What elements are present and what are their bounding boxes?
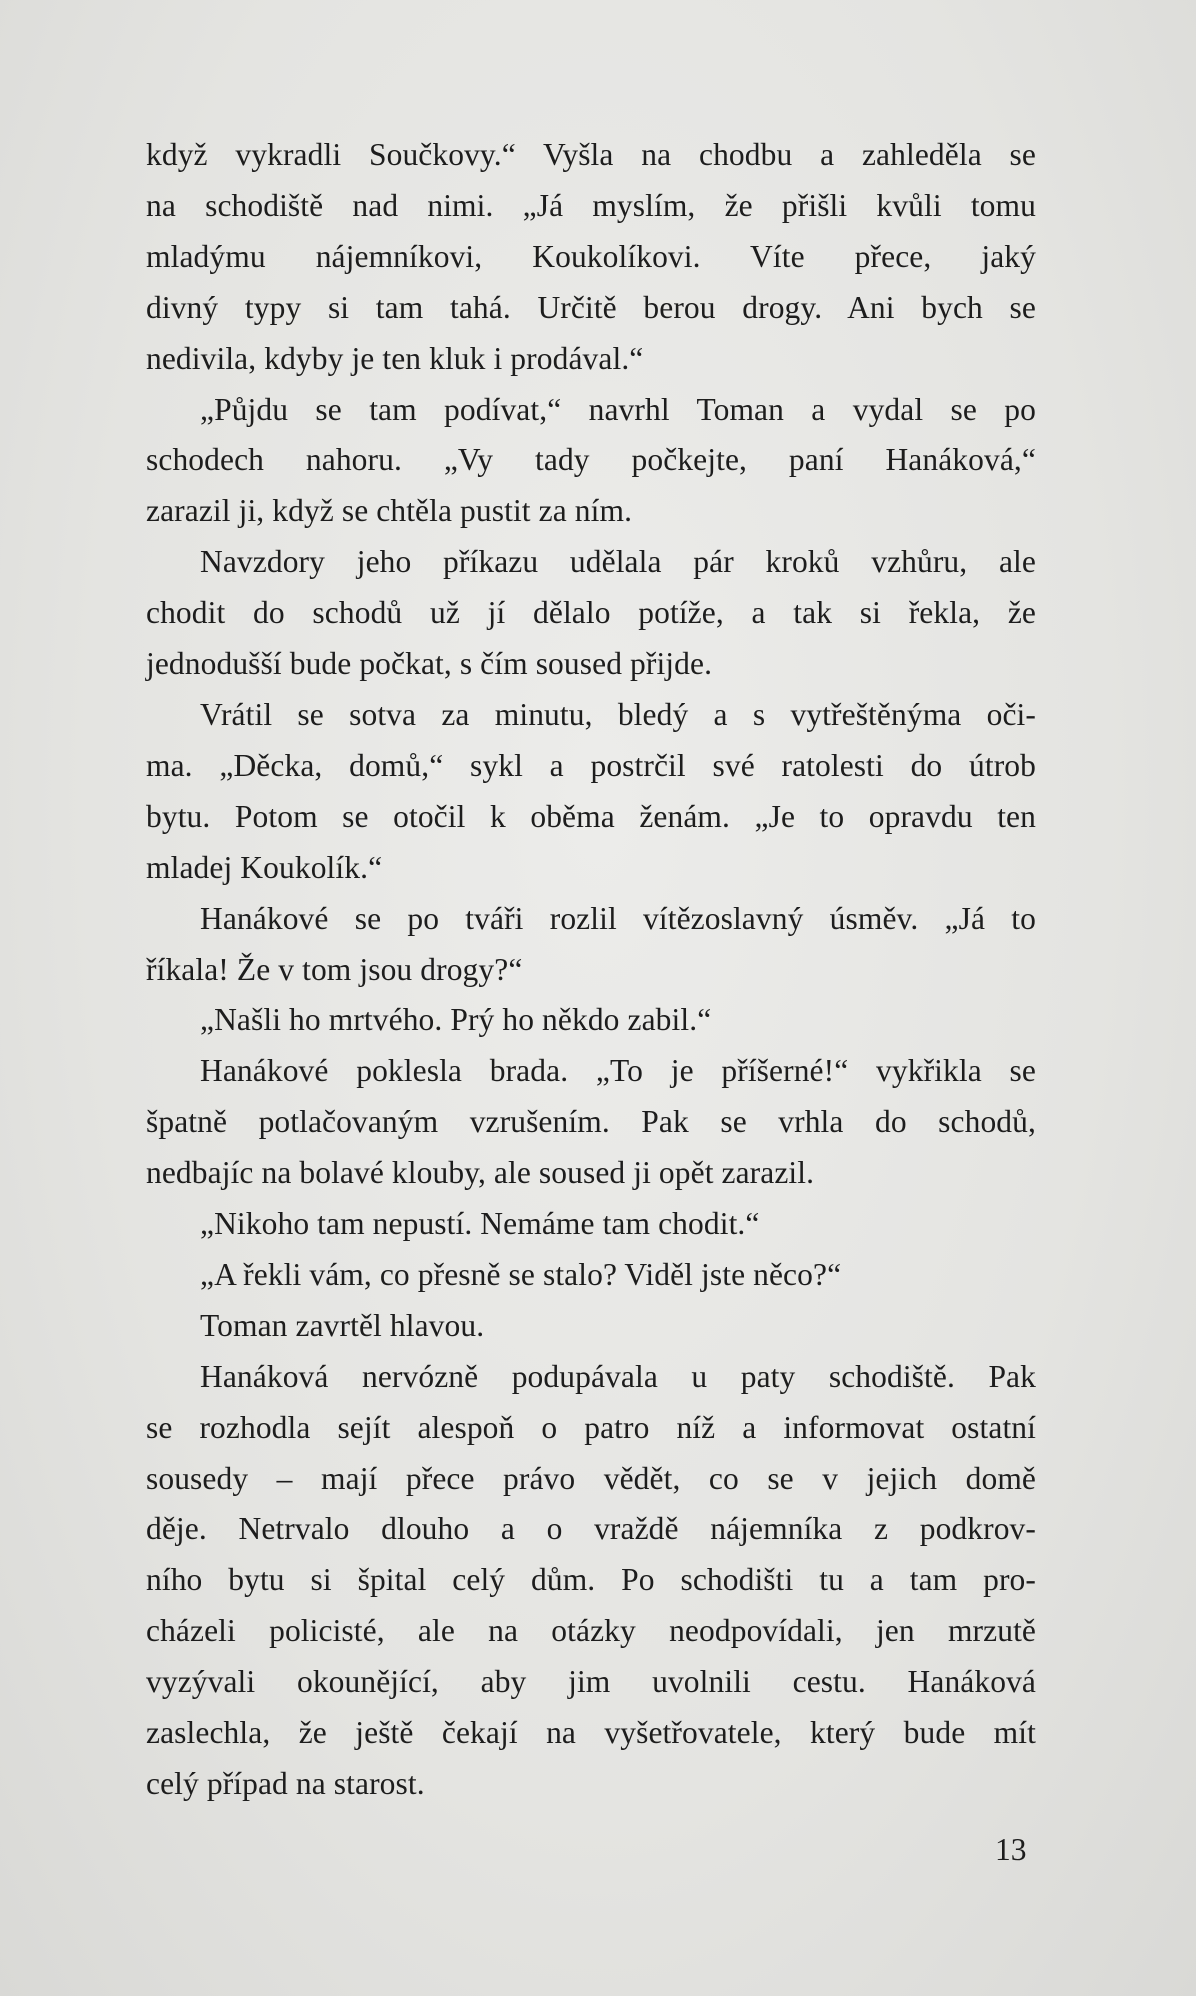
paragraph-first-line: „Půjdu se tam podívat,“ navrhl Toman a vydal se po: [200, 391, 1036, 427]
text-line: celý případ na starost.: [146, 1766, 425, 1801]
text-line: se rozhodla sejít alespoň o patro níž a informovat ostatní: [146, 1409, 1036, 1445]
text-line: mladej Koukolík.“: [146, 849, 383, 885]
text-line: bytu. Potom se otočil k oběma ženám. „Je to opravdu ten: [146, 798, 1036, 834]
text-line: nedivila, kdyby je ten kluk i prodával.“: [146, 340, 644, 376]
text-line: mladýmu nájemníkovi, Koukolíkovi. Víte přece, jaký: [146, 238, 1036, 274]
paragraph-first-line: Navzdory jeho příkazu udělala pár kroků vzhůru, ale: [200, 544, 1036, 580]
page-number: 13: [995, 1832, 1027, 1867]
text-line: děje. Netrvalo dlouho a o vraždě nájemníka z podkrov-: [146, 1511, 1036, 1547]
paragraph-first-line: Toman zavrtěl hlavou.: [200, 1307, 485, 1343]
text-line: když vykradli Součkovy.“ Vyšla na chodbu a zahleděla se: [146, 137, 1036, 172]
text-line: zarazil ji, když se chtěla pustit za ním.: [146, 493, 633, 529]
paragraph-first-line: „A řekli vám, co přesně se stalo? Viděl jste něco?“: [200, 1256, 842, 1292]
text-line: ního bytu si špital celý dům. Po schodišti tu a tam pro-: [146, 1562, 1036, 1598]
text-line: divný typy si tam tahá. Určitě berou drogy. Ani bych se: [146, 289, 1036, 325]
text-line: říkala! Že v tom jsou drogy?“: [146, 951, 523, 987]
text-line: vyzývali okounějící, aby jim uvolnili cestu. Hanáková: [146, 1664, 1036, 1700]
paragraph-first-line: Hanáková nervózně podupávala u paty schodiště. Pak: [200, 1358, 1036, 1394]
text-line: špatně potlačovaným vzrušením. Pak se vrhla do schodů,: [146, 1104, 1036, 1140]
paragraph-first-line: „Našli ho mrtvého. Prý ho někdo zabil.“: [200, 1002, 712, 1038]
paragraph-first-line: Hanákové poklesla brada. „To je příšerné!“ vykřikla se: [200, 1053, 1036, 1089]
text-line: ma. „Děcka, domů,“ sykl a postrčil své ratolesti do útrob: [146, 747, 1036, 783]
text-line: na schodiště nad nimi. „Já myslím, že přišli kvůli tomu: [146, 187, 1036, 223]
paragraph-first-line: „Nikoho tam nepustí. Nemáme tam chodit.“: [200, 1206, 760, 1242]
paragraph-first-line: Vrátil se sotva za minutu, bledý a s vytřeštěnýma oči-: [200, 696, 1036, 732]
text-line: nedbajíc na bolavé klouby, ale soused ji opět zarazil.: [146, 1155, 815, 1191]
text-line: jednodušší bude počkat, s čím soused přijde.: [146, 646, 713, 682]
text-line: zaslechla, že ještě čekají na vyšetřovatele, který bude mít: [146, 1715, 1036, 1751]
text-line: schodech nahoru. „Vy tady počkejte, paní Hanáková,“: [146, 442, 1036, 478]
text-line: sousedy – mají přece právo vědět, co se v jejich domě: [146, 1460, 1036, 1496]
body-text: [146, 130, 1036, 1810]
text-line: chodit do schodů už jí dělalo potíže, a tak si řekla, že: [146, 595, 1036, 631]
paragraph-first-line: Hanákové se po tváři rozlil vítězoslavný úsměv. „Já to: [200, 900, 1036, 936]
text-line: cházeli policisté, ale na otázky neodpovídali, jen mrzutě: [146, 1613, 1036, 1649]
